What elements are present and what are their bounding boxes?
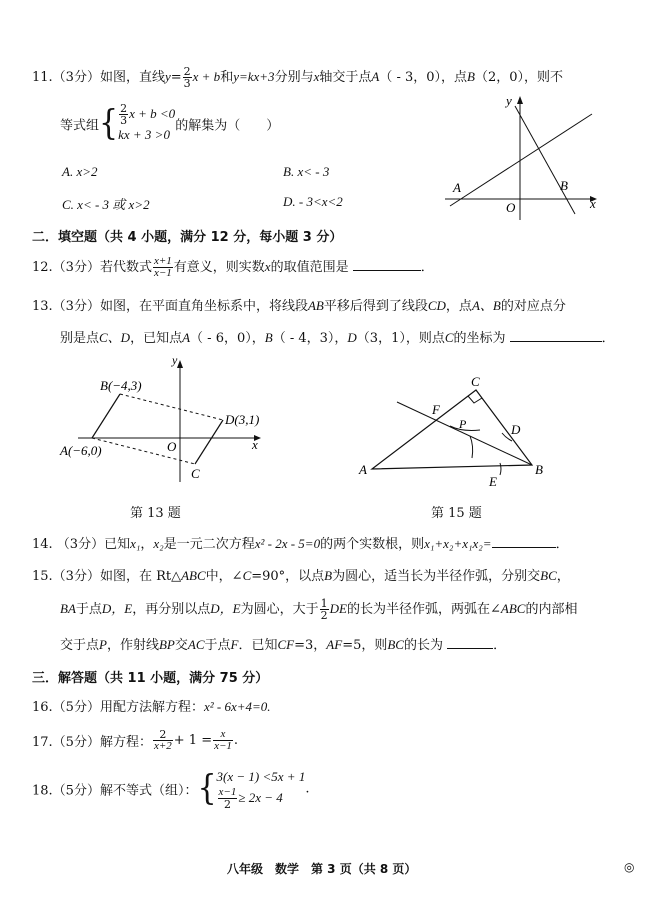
fig13-y-label: y bbox=[172, 354, 178, 367]
section-3-heading: 三．解答题（共 11 小题，满分 75 分） bbox=[32, 671, 269, 686]
fig11-point-a: A bbox=[453, 180, 461, 195]
fig13-point-d: D(3,1) bbox=[225, 412, 260, 427]
fig13-point-a: A(−6,0) bbox=[60, 443, 102, 458]
fig15-point-c: C bbox=[471, 374, 480, 389]
q15-line3: 交于点P，作射线BP交AC于点F．已知CF=3，AF=5，则BC的长为 ． bbox=[60, 637, 507, 653]
q15-line2: BA于点D，E，再分别以点D，E为圆心，大于 $\frac{1}{2}$ DE的长为半径作弧，两弧在∠ABC的内部相 bbox=[60, 597, 578, 622]
q12-answer-blank[interactable] bbox=[353, 258, 421, 271]
q13-answer-blank[interactable] bbox=[510, 329, 602, 342]
fig11-origin-label: O bbox=[506, 200, 516, 215]
q13-figure bbox=[58, 354, 278, 489]
fig11-y-label: y bbox=[506, 93, 512, 108]
q17: 17.（5分）解方程： $\frac{2}{x+2}$ + 1 = $\frac{x}{x-1}$ . bbox=[32, 728, 239, 752]
fig15-point-b: B bbox=[535, 462, 543, 477]
q13-caption: 第 13 题 bbox=[130, 506, 181, 521]
q11-figure bbox=[440, 92, 610, 222]
fig15-point-p: P bbox=[459, 417, 467, 431]
q11-option-d: D. - 3<x<2 bbox=[283, 194, 343, 209]
fig11-point-b: B bbox=[560, 178, 568, 193]
fig11-x-label: x bbox=[590, 196, 596, 211]
q11-option-a: A. x>2 bbox=[62, 164, 98, 179]
q15-answer-blank[interactable] bbox=[447, 636, 493, 649]
fig13-point-b: B(−4,3) bbox=[100, 378, 142, 393]
fig15-point-e: E bbox=[489, 474, 497, 489]
section-2-heading: 二．填空题（共 4 小题，满分 12 分，每小题 3 分） bbox=[32, 230, 343, 245]
q13-line1: 13.（3分）如图，在平面直角坐标系中，将线段AB平移后得到了线段CD，点A、B的对应点分 bbox=[32, 298, 566, 314]
q18: 18.（5分）解不等式（组）：{3(x − 1) <5x + 1 $\frac{x-1}{2}$ ≥ 2x − 4. bbox=[32, 768, 310, 811]
q14: 14. （3分）已知x₁，x₂是一元二次方程x² - 2x - 5=0的两个实数根，则x₁+x₂+x₁x₂= ． bbox=[32, 536, 569, 552]
q11-option-c: C. x< - 3 或 x>2 bbox=[62, 197, 150, 212]
q12: 12.（3分）若代数式 $\frac{x+1}{x-1}$ 有意义，则实数x的取值范围是 ． bbox=[32, 255, 434, 279]
fig13-origin-label: O bbox=[167, 439, 177, 454]
q13-line2: 别是点C、D，已知点A（ - 6，0），B（ - 4，3），D（3，1），则点C的坐标为 ． bbox=[60, 330, 615, 346]
fig15-point-a: A bbox=[359, 462, 367, 477]
q11-option-b: B. x< - 3 bbox=[283, 164, 330, 179]
q15-line1: 15.（3分）如图，在 Rt△ABC中，∠C=90°，以点B为圆心，适当长为半径作弧，分别交BC， bbox=[32, 568, 570, 584]
fig15-point-f: F bbox=[432, 402, 440, 417]
fig13-x-label: x bbox=[252, 437, 258, 452]
page-footer: 八年级 数学 第 3 页（共 8 页） bbox=[227, 862, 417, 876]
q15-figure bbox=[352, 372, 557, 490]
q15-caption: 第 15 题 bbox=[431, 506, 482, 521]
q14-answer-blank[interactable] bbox=[492, 535, 556, 548]
fig13-point-c: C bbox=[191, 466, 200, 481]
q11-line1: 11.（3分）如图，直线y= $\frac{2}{3}$ x + b和y=kx+3分别与x轴交于点A（ - 3，0），点B（2，0），则不 bbox=[32, 65, 564, 90]
q16: 16.（5分）用配方法解方程：x² - 6x+4=0. bbox=[32, 699, 271, 715]
fig15-point-d: D bbox=[511, 422, 521, 437]
corner-mark-icon: ◎ bbox=[624, 860, 635, 874]
q11-system: 等式组{ $\frac{2}{3}$ x + b <0 kx + 3 >0的解集为（ ） bbox=[60, 102, 280, 144]
